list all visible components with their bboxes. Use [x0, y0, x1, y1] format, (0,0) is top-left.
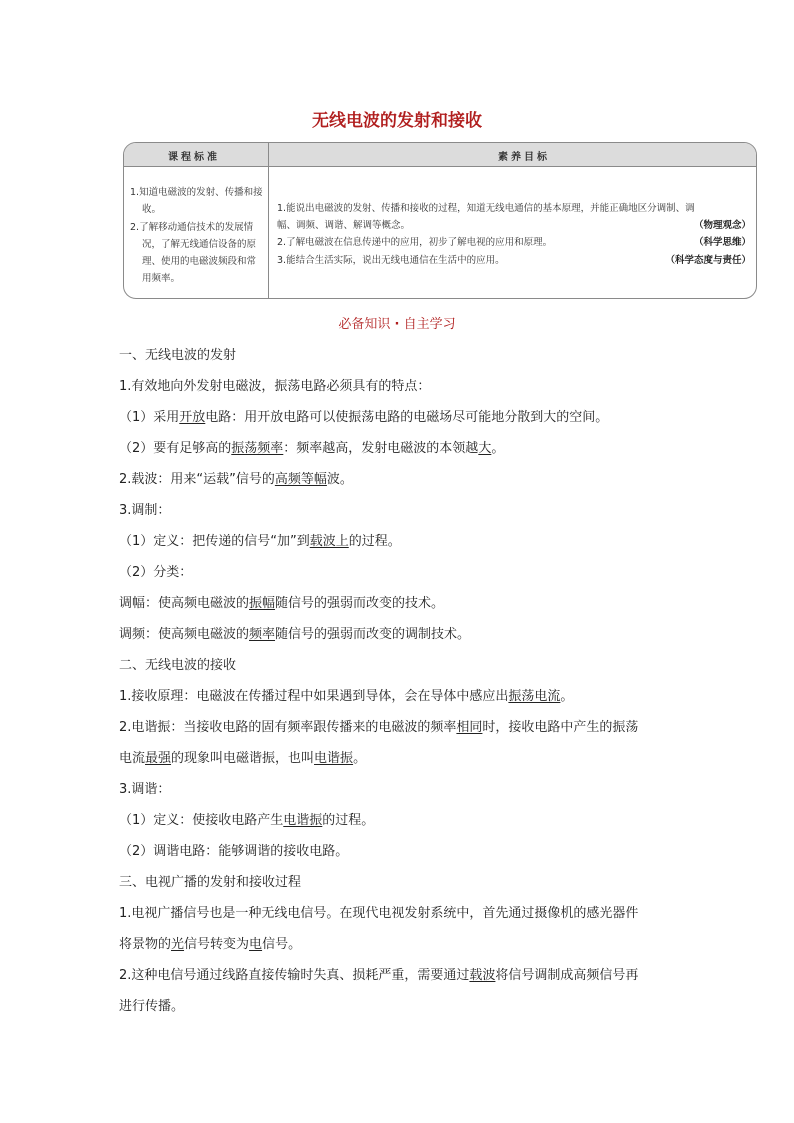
heading-emission: 一、无线电波的发射 — [119, 348, 237, 363]
answer-blank: 开放 — [179, 410, 206, 425]
heading-tv-broadcast: 三、电视广播的发射和接收过程 — [119, 875, 302, 890]
paragraph: 1.电视广播信号也是一种无线电信号。在现代电视发射系统中，首先通过摄像机的感光器件 — [119, 906, 639, 921]
curriculum-standard-list — [130, 184, 264, 288]
paragraph: 进行传播。 — [119, 999, 185, 1014]
goal-tag: （科学态度与责任） — [665, 254, 751, 266]
paragraph: 将景物的光信号转变为电信号。 — [119, 937, 302, 952]
goal-text: 2.了解电磁波在信息传递中的应用，初步了解电视的应用和原理。 — [277, 237, 553, 249]
paragraph: 调幅：使高频电磁波的振幅随信号的强弱而改变的技术。 — [119, 596, 445, 611]
answer-blank: 载波上 — [309, 534, 349, 549]
answer-blank: 高频等幅 — [274, 472, 327, 487]
paragraph: 调频：使高频电磁波的频率随信号的强弱而改变的调制技术。 — [119, 627, 471, 642]
answer-blank: 载波 — [469, 968, 496, 983]
standards-table — [123, 142, 757, 299]
section-title-dot: · — [394, 317, 400, 332]
paragraph: 3.调制： — [119, 503, 171, 518]
body-text — [119, 340, 679, 1022]
literacy-goal-header: 素养目标 — [498, 152, 550, 163]
answer-blank: 电谐振 — [283, 813, 323, 828]
literacy-goal-list — [277, 200, 751, 269]
section-title — [0, 313, 794, 332]
standards-header-row — [124, 143, 756, 167]
heading-reception: 二、无线电波的接收 — [119, 658, 237, 673]
paragraph: 2.载波：用来“运载”信号的高频等幅波。 — [119, 472, 353, 487]
goal-text: 幅、调频、调谐、解调等概念。 — [277, 220, 411, 232]
answer-blank: 电谐振 — [314, 751, 354, 766]
answer-blank: 相同 — [456, 720, 483, 735]
answer-blank: 大 — [478, 441, 492, 456]
paragraph: 3.调谐： — [119, 782, 171, 797]
paragraph: 电流最强的现象叫电磁谐振，也叫电谐振。 — [119, 751, 367, 766]
answer-blank: 光 — [171, 937, 185, 952]
paragraph: 2.电谐振：当接收电路的固有频率跟传播来的电磁波的频率相同时，接收电路中产生的振荡 — [119, 720, 639, 735]
curriculum-item: 1.知道电磁波的发射、传播和接收。 — [130, 187, 263, 216]
goal-text: 3.能结合生活实际，说出无线电通信在生活中的应用。 — [277, 254, 505, 266]
goal-line: 1.能说出电磁波的发射、传播和接收的过程，知道无线电通信的基本原理，并能正确地区分调制、调 — [277, 203, 695, 214]
answer-blank: 振荡频率 — [231, 441, 284, 456]
answer-blank: 振幅 — [249, 596, 276, 611]
answer-blank: 振荡电流 — [508, 689, 561, 704]
paragraph: 2.这种电信号通过线路直接传输时失真、损耗严重，需要通过载波将信号调制成高频信号再 — [119, 968, 639, 983]
answer-blank: 最强 — [145, 751, 172, 766]
page-title: 无线电波的发射和接收 — [312, 111, 482, 131]
paragraph: （1）定义：把传递的信号“加”到载波上的过程。 — [119, 534, 401, 549]
paragraph: （2）分类： — [119, 565, 193, 580]
goal-line — [277, 217, 751, 234]
goal-line — [277, 252, 751, 269]
section-title-right: 自主学习 — [403, 317, 456, 332]
curriculum-standard-header: 课程标准 — [168, 152, 220, 163]
answer-blank: 频率 — [249, 627, 276, 642]
paragraph: 1.接收原理：电磁波在传播过程中如果遇到导体，会在导体中感应出振荡电流。 — [119, 689, 574, 704]
column-divider — [268, 143, 269, 298]
paragraph: 1.有效地向外发射电磁波，振荡电路必须具有的特点： — [119, 379, 431, 394]
curriculum-item: 2.了解移动通信技术的发展情况，了解无线通信设备的原理、使用的电磁波频段和常用频率。 — [130, 221, 257, 285]
goal-tag: （科学思维） — [693, 237, 751, 249]
goal-line — [277, 234, 751, 251]
section-title-left: 必备知识 — [338, 317, 391, 332]
paragraph: （1）定义：使接收电路产生电谐振的过程。 — [119, 813, 375, 828]
paragraph: （2）调谐电路：能够调谐的接收电路。 — [119, 844, 349, 859]
paragraph: （1）采用开放电路：用开放电路可以使振荡电路的电磁场尽可能地分散到大的空间。 — [119, 410, 609, 425]
goal-tag: （物理观念） — [693, 220, 751, 232]
answer-blank: 电 — [249, 937, 263, 952]
paragraph: （2）要有足够高的振荡频率：频率越高，发射电磁波的本领越大。 — [119, 441, 505, 456]
